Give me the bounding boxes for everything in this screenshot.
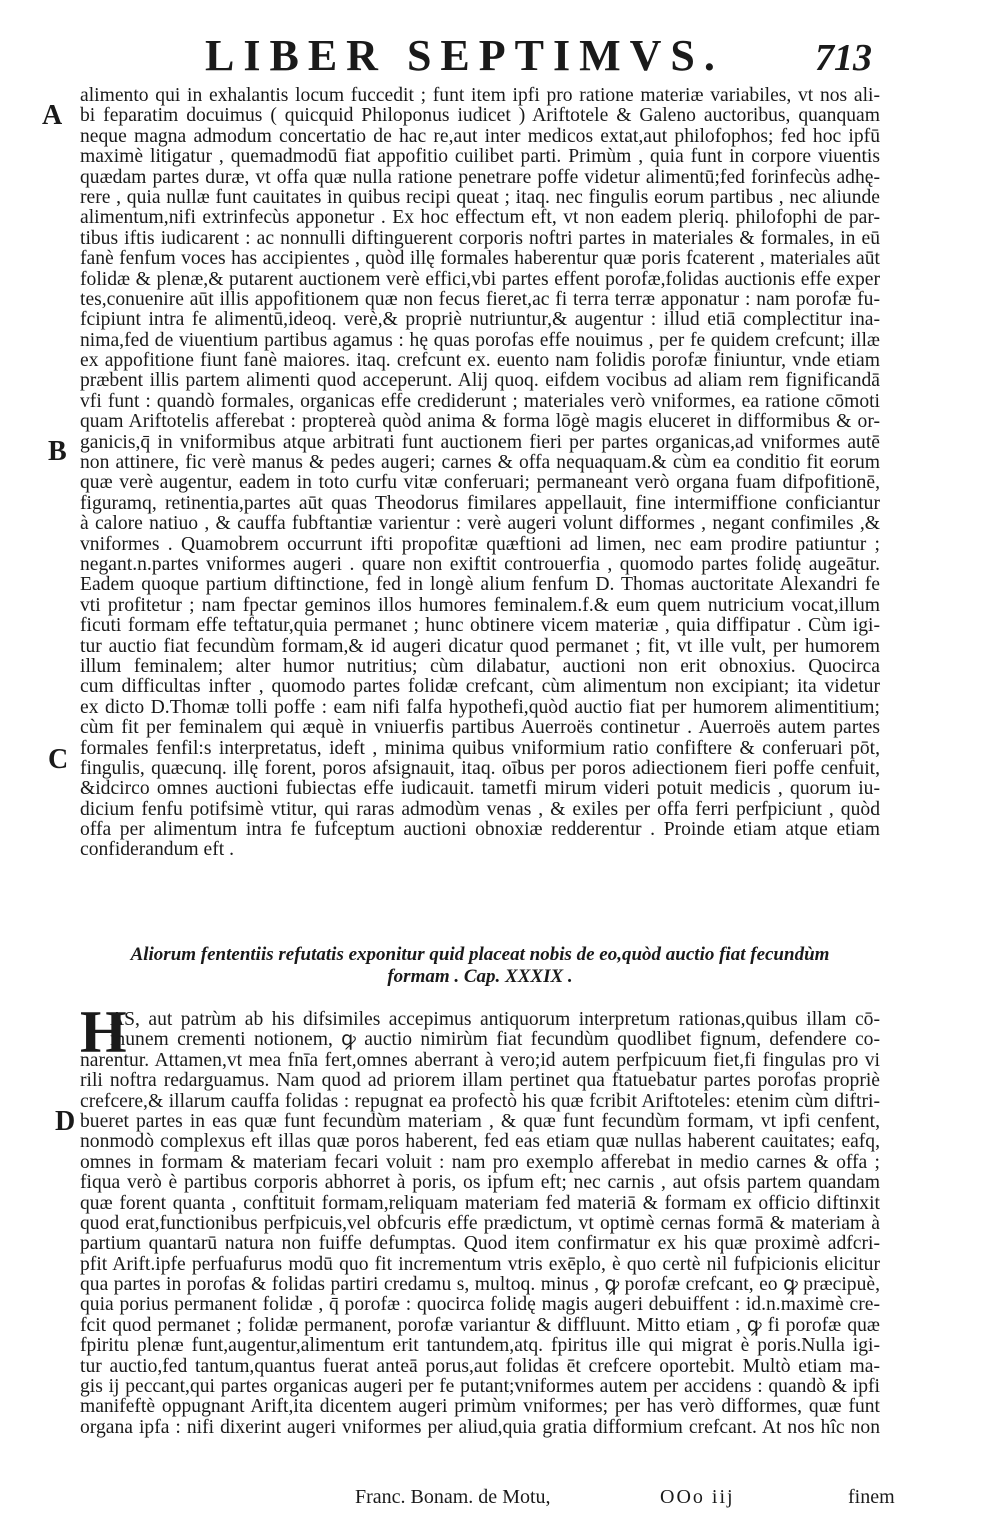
footer-printer-line: Franc. Bonam. de Motu,	[355, 1486, 551, 1508]
text-line: quod erat,functionibus perfpicuis,vel obfcuris effe prædictum, vt optimè cernas formā & materiam à	[80, 1213, 880, 1234]
text-line: cum difficultas infter , quomodo partes folidæ crefcant, cùm alimentum non excipiant; ita videtur	[80, 677, 880, 698]
text-line: maximè litigatur , quemadmodū fiat appofitio cuilibet parti. Primùm , quia funt in corpore viuentis	[80, 147, 880, 168]
text-line: narentur. Attamen,vt mea fnīa fert,omnes aberrant à vero;id autem perfpicuum fiet,fi fingulas pro vi	[80, 1050, 880, 1071]
catchword: finem	[848, 1486, 895, 1508]
text-line: fcipiunt intra fe alimentū,ideoq. verè,& propriè nutriuntur,& augentur : illud etiā complectitur ina-	[80, 310, 880, 331]
text-line: organa ipfa : nifi dixerint augeri vniformes per aliud,quia gratia difformium crefcant. At nos hîc non	[80, 1417, 880, 1438]
text-line: negant.n.partes vniformes augeri . quare non exiftit controuerfia , quomodo partes folidę augeātur.	[80, 554, 880, 575]
text-line: rere , quia nullæ funt cauitates in quibus recipi queat ; itaq. nec fingulis eorum partibus , nec aliunde	[80, 187, 880, 208]
text-line: dicium fenfu potifsimè vtitur, qui raras admodùm venas , & exiles per offa ferri perfpiciunt , quòd	[80, 799, 880, 820]
text-line: qua partes in porofas & folidas partiri credamu s, multoq. minus , ꝙ porofæ crefcant, eo ꝙ præcipuè,	[80, 1275, 880, 1296]
running-title: LIBER SEPTIMVS.	[205, 31, 724, 80]
text-line: fiqua verò è partibus corporis abhorret à poris, os ipfum eft; nec carnis , aut ofsis partem quandam	[80, 1173, 880, 1194]
text-line: ganicis,q̄ in vniformibus atque arbitrati funt auctionem fieri per partes organicas,ad vniformes autē	[80, 432, 880, 453]
text-line: præbent illis partem alimenti quod acceperunt. Alij quoq. eifdem vocibus ad aliam rem fignificandā	[80, 371, 880, 392]
text-line: &idcirco omnes auctioni fubiectas effe iudicauit. tametfi mirum videri potuit medicis , quorum iu-	[80, 779, 880, 800]
text-line: ex appofitione fiunt fanè maiores. itaq. crefcunt ex. euento nam folidis porofæ finiuntur, vnde etiam	[80, 351, 880, 372]
paragraph-first	[80, 86, 880, 861]
text-line: alimentum,nifi extrinfecùs apponetur . Ex hoc effectum eft, vt non eadem pleriq. philofophi de par-	[80, 208, 880, 229]
text-line: figuramq, retinentia,partes aūt quas Theodorus fimilares appellauit, fine intermiffione conficiantur	[80, 493, 880, 514]
text-line: tur auctio,fed tantum,quantus fuerat anteā porus,aut folidas ēt crefcere oportebit. Multò etiam ma-	[80, 1356, 880, 1377]
text-line: partium quantarū natura non fuiffe defumptas. Quod item confirmatur ex his quæ proximè adfcri-	[80, 1234, 880, 1255]
text-line: manifeftè oppugnant Arift,ita dicentem augeri primùm vniformes; per has verò difformes, quæ funt	[80, 1397, 880, 1418]
text-line: rili noftra redarguamus. Nam quod ad priorem illam pertinet qua ftatuebatur partes porofas propriè	[80, 1071, 880, 1092]
text-line: formales fenfil:s interpretatus, ideft , minima quibus vniformium ratio confiftere & conferuari pōt,	[80, 738, 880, 759]
text-line: quam Ariftotelis afferebat : proptereà quòd anima & forma lōgè magis eluceret in difformibus & or-	[80, 412, 880, 433]
text-line: ex dicto D.Thomæ tolli poffe : eam nifi falfa hypothefi,quòd auctio fiat per humorem alimentitium;	[80, 697, 880, 718]
text-line: fingulis, quæcunq. illę forent, poros afsignauit, itaq. oībus per poros adiectionem fieri poffe cenfuit,	[80, 758, 880, 779]
page-number: 713	[815, 37, 872, 79]
page-footer	[0, 1486, 1000, 1510]
text-line: alimento qui in exhalantis locum fuccedit ; funt item ipfi pro ratione materiæ variabiles, vt nos ali-	[80, 86, 880, 106]
text-line: tur auctio fiat fecundùm formam,& id augeri dicatur quod permanet ; fit, vt ille vult, per humorem	[80, 636, 880, 657]
text-line	[80, 1438, 880, 1458]
text-line: tibus iftis iudicarent : ac nonnulli diftinguerent corporis noftri partes in materiales & formales, in eū	[80, 228, 880, 249]
margin-letter-b: B	[48, 436, 67, 467]
text-line: vfi funt : quandò formales, organicas effe crediderunt ; materiales verò vniformes, ea ratione cōmoti	[80, 391, 880, 412]
text-line: omnes in formam & materiam fecari voluit : nam pro exemplo afferebat in medio carnes & offa ;	[80, 1152, 880, 1173]
text-line: offa per alimentum intra fe fufceptum auctioni obnoxiæ redderentur . Proinde etiam atque etiam	[80, 820, 880, 841]
text-line: nonmodò complexus eft illas quæ poros haberent, fed eas etiam quæ nullas haberent cauitates; eafq,	[80, 1132, 880, 1153]
text-line: fpiritu plenæ funt,augentur,alimentum erit tantundem,atq. fpiritus ille qui migrat è poris.Nulla igi-	[80, 1336, 880, 1357]
text-line: Eadem quoque partium diftinctione, fed in longè alium fenfum D. Thomas auctoritate Alexandri fe	[80, 575, 880, 596]
chapter-heading	[120, 944, 840, 988]
chapter-heading-line: Aliorum fententiis refutatis exponitur quid placeat nobis de eo,quòd auctio fiat fecundùm	[130, 944, 830, 965]
drop-cap: H	[80, 999, 127, 1065]
text-line: crefcere,& illarum cauffa folidas : repugnat ea profectò his quæ fcribit Ariftoteles: etenim cùm diftri-	[80, 1091, 880, 1112]
text-line: gis ij peccant,qui partes organicas augeri per fe putant;vniformes autem per accidens : quandò & ipfi	[80, 1377, 880, 1398]
text-line: vniformes . Quamobrem occurrunt ifti propofitæ quæftioni ad limen, nec eam prodire patiuntur ;	[80, 534, 880, 555]
text-line: munem crementi notionem, ꝙ auctio nimirùm fiat fecundùm quodlibet fignum, defendere co-	[110, 1030, 880, 1051]
text-line: nima,fed de viuentium partibus agamus : hę quas porofas effe nouimus , per fe quidem crefcunt; illæ	[80, 330, 880, 351]
text-line: bi feparatim docuimus ( quicquid Philoponus iudicet ) Ariftotele & Galeno auctoribus, quanquam	[80, 106, 880, 127]
text-line: folidæ & plenæ,& putarent auctionem verè effici,vbi partes effent porofæ,folidas auctionis effe exper	[80, 269, 880, 290]
text-line: quæ verè augentur, eadem in toto curfu vitæ conferuari; permaneant verò organa fuam difpofitionē,	[80, 473, 880, 494]
text-line: quæ forent quanta , conftituit formam,reliquam materiam fed materiā & formam ex officio diftinxit	[80, 1193, 880, 1214]
text-line: vti profitetur ; nam fpectar geminos illos humores feminalem.f.& eum quem nutricium vocat,illum	[80, 595, 880, 616]
text-line: bueret partes in eas quæ funt fecundùm materiam , & quæ funt fecundùm formam, vt ipfi cenfent,	[80, 1111, 880, 1132]
text-line: à calore natiuo , & cauffa fubftantiæ varientur : verè augeri volunt difformes , negant confimiles ,&	[80, 514, 880, 535]
text-line: tes,conuenire aūt illis appofitionem quæ non fecus fieret,ac fi terra terræ apponatur : nam porofæ fu-	[80, 289, 880, 310]
text-line: fcit quod permanet ; folidæ permanent, porofæ variantur & diffluunt. Mitto etiam , ꝙ fi porofæ quæ	[80, 1315, 880, 1336]
text-line: non attinere, fic verè manus & pedes augeri; carnes & offa nequaquam.& cùm ea conditio fit eorum	[80, 453, 880, 474]
text-line: quia porius permanent folidæ , q̄ porofæ : quocirca folidę magis augeri debuiffent : id.n.maximè cre-	[80, 1295, 880, 1316]
margin-letter-d: D	[55, 1106, 76, 1137]
margin-letter-c: C	[48, 744, 69, 775]
text-line: quædam partes duræ, vt offa quæ nulla ratione penetrare poffe videtur alimentū;fed forinfecùs adhę-	[80, 167, 880, 188]
text-line: confiderandum eft .	[80, 840, 234, 861]
page-header	[0, 30, 1000, 80]
text-line: AS, aut patrùm ab his difsimiles accepimus antiquorum interpretum rationas,quibus illam cō-	[110, 1010, 880, 1030]
text-line: cùm fit per feminalem qui æquè in vniuerfis partibus Auerroës continetur . Auerroës autem partes	[80, 718, 880, 739]
text-line: neque magna admodum concertatio de hac re,aut inter medicos extat,aut philofophos; fed hoc ipfū	[80, 126, 880, 147]
margin-letter-a: A	[42, 100, 63, 131]
text-line: pfit Arift.ipfe perfuafurus modū quo fit incrementum vtris exēplo, è quo certè nil fufpicionis elicitur	[80, 1254, 880, 1275]
chapter-heading-line: formam . Cap. XXXIX .	[387, 966, 573, 987]
text-line: fanè fenfum voces has accipientes , quòd illę formales haberentur quæ poris fcaterent , materiales aūt	[80, 249, 880, 270]
signature-mark: OOo iij	[660, 1486, 735, 1508]
text-line: illum feminalem; alter humor nutritius; cùm dilabatur, auctioni non erit obnoxius. Quocirca	[80, 656, 880, 677]
paragraph-second	[80, 999, 880, 1459]
text-line: ficuti formam effe teftatur,quia permanet ; hunc obtinere vicem materiæ , quia diffipatur . Cùm igi-	[80, 616, 880, 637]
